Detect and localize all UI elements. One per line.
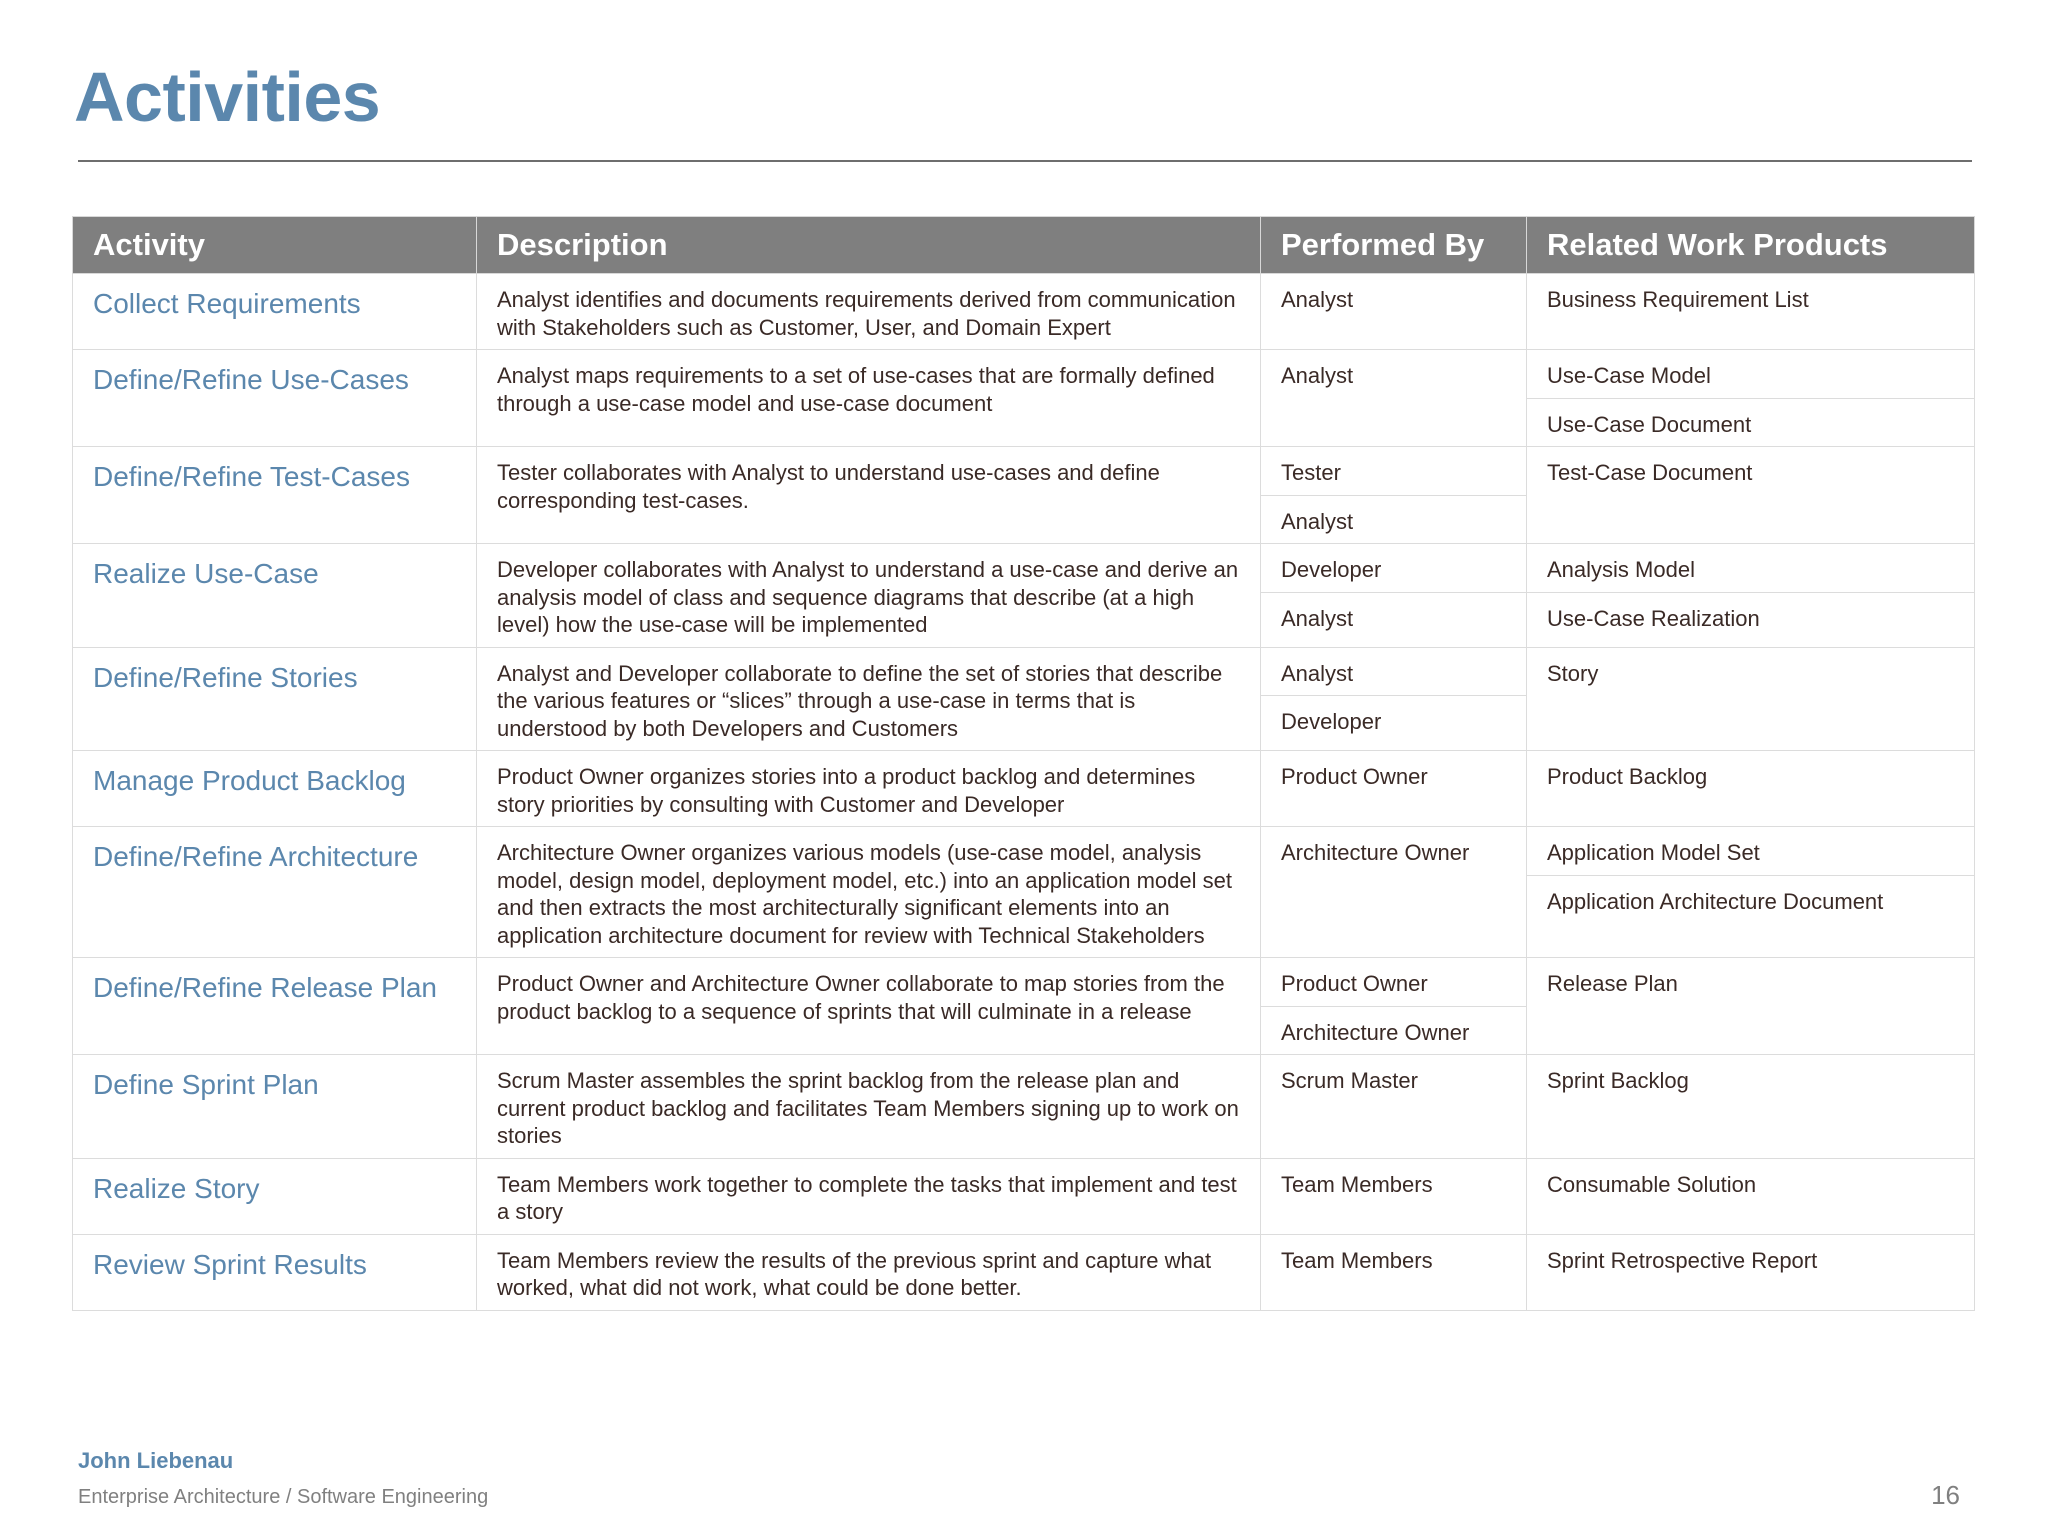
work-products-cell [1527,958,1975,1055]
activity-description: Team Members review the results of the previous sprint and capture what worked, what did not work, what could be done better. [497,1247,1212,1300]
header-performed-by: Performed By [1261,217,1527,274]
work-product: Use-Case Document [1547,411,1752,437]
work-products-cell [1527,647,1975,751]
performer: Team Members [1281,1171,1433,1197]
title-divider [78,160,1972,162]
performer: Developer [1261,544,1526,593]
activity-name: Realize Story [93,1172,260,1204]
page-number: 16 [1931,1480,1960,1510]
performed-by-cell [1261,1158,1527,1234]
footer-course: Enterprise Architecture / Software Engineering [78,1486,489,1508]
performed-by-cell [1261,647,1527,751]
activity-name: Manage Product Backlog [93,765,406,796]
performer: Architecture Owner [1281,840,1470,865]
performer: Scrum Master [1281,1068,1418,1093]
performer: Tester [1261,447,1526,496]
performer: Analyst [1261,648,1526,697]
activity-description: Analyst identifies and documents requirements derived from communication with Stakeholders such as Customer, User, and Domain Expert [497,287,1236,340]
work-products-cell [1527,751,1975,827]
work-products-cell [1527,1234,1975,1310]
header-description: Description [477,217,1261,274]
activity-cell [73,1158,477,1234]
footer-author: John Liebenau [78,1448,234,1473]
table-row [73,544,1975,648]
performer: Product Owner [1261,958,1526,1007]
activity-name: Collect Requirements [93,288,361,319]
performed-by-cell [1261,1234,1527,1310]
table-row [73,647,1975,751]
description-cell [477,1158,1261,1234]
work-product: Application Architecture Document [1547,888,1884,914]
performed-by-cell [1261,544,1527,648]
activity-cell [73,1055,477,1159]
table-header-row [73,217,1975,274]
performed-by-cell [1261,350,1527,447]
table-body [73,274,1975,1311]
work-product: Use-Case Model [1527,350,1974,399]
performed-by-cell [1261,447,1527,544]
activity-name: Define/Refine Release Plan [93,972,437,1003]
work-product: Product Backlog [1547,764,1708,789]
performer: Developer [1281,709,1382,734]
performer: Team Members [1281,1247,1433,1273]
activity-description: Product Owner organizes stories into a product backlog and determines story priorities by consulting with Customer and Developer [497,764,1196,817]
work-product: Sprint Backlog [1547,1068,1689,1093]
work-products-cell [1527,447,1975,544]
work-product: Sprint Retrospective Report [1547,1247,1818,1273]
work-product: Business Requirement List [1547,287,1809,312]
work-product: Use-Case Realization [1547,605,1760,631]
work-products-cell [1527,827,1975,958]
activity-cell [73,447,477,544]
description-cell [477,544,1261,648]
performer: Product Owner [1281,764,1428,789]
activity-description: Product Owner and Architecture Owner collaborate to map stories from the product backlog to a sequence of sprints that will culminate in a release [497,971,1225,1024]
activity-description: Developer collaborates with Analyst to understand a use-case and derive an analysis model of class and sequence diagrams that describe (at a high level) how the use-case will be implemented [497,557,1239,637]
activity-description: Analyst maps requirements to a set of use-cases that are formally defined through a use-case model and use-case document [497,363,1215,416]
performed-by-cell [1261,958,1527,1055]
activity-name: Define Sprint Plan [93,1069,319,1100]
description-cell [477,274,1261,350]
header-activity: Activity [73,217,477,274]
description-cell [477,827,1261,958]
table-row [73,1234,1975,1310]
work-product: Story [1547,660,1599,686]
performed-by-cell [1261,1055,1527,1159]
work-products-cell [1527,350,1975,447]
activity-description: Analyst and Developer collaborate to define the set of stories that describe the various features or “slices” through a use-case in terms that is understood by both Developers and Customers [497,660,1223,741]
activity-cell [73,1234,477,1310]
slide-title: Activities [74,58,381,136]
description-cell [477,350,1261,447]
activity-description: Scrum Master assembles the sprint backlog from the release plan and current product backlog and facilitates Team Members signing up to work on stories [497,1068,1239,1148]
header-related-work-products: Related Work Products [1527,217,1975,274]
table-row [73,447,1975,544]
description-cell [477,1055,1261,1159]
table-row [73,958,1975,1055]
activity-description: Tester collaborates with Analyst to understand use-cases and define corresponding test-cases. [497,460,1160,513]
performer: Analyst [1281,508,1354,534]
description-cell [477,1234,1261,1310]
work-product: Application Model Set [1527,827,1974,876]
performed-by-cell [1261,751,1527,827]
work-products-cell [1527,544,1975,648]
table-row [73,274,1975,350]
work-product: Consumable Solution [1547,1171,1757,1197]
performer: Architecture Owner [1281,1019,1470,1045]
table-row [73,1055,1975,1159]
performed-by-cell [1261,274,1527,350]
work-product: Analysis Model [1527,544,1974,593]
table-row [73,827,1975,958]
table-row [73,1158,1975,1234]
activity-name: Define/Refine Stories [93,661,358,693]
performed-by-cell [1261,827,1527,958]
table-row [73,350,1975,447]
work-product: Test-Case Document [1547,460,1753,485]
performer: Analyst [1281,605,1354,631]
activity-name: Define/Refine Test-Cases [93,461,410,492]
activity-cell [73,544,477,648]
performer: Analyst [1281,287,1354,312]
table-row [73,751,1975,827]
activity-cell [73,647,477,751]
activity-description: Team Members work together to complete the tasks that implement and test a story [497,1171,1237,1224]
activity-name: Define/Refine Architecture [93,841,419,872]
work-products-cell [1527,274,1975,350]
activity-cell [73,958,477,1055]
activity-name: Define/Refine Use-Cases [93,364,409,395]
activity-description: Architecture Owner organizes various models (use-case model, analysis model, design model, deployment model, etc.) into an application model set and then extracts the most architecturally significant elements into an application architecture document for review with Technical Stakeholders [497,840,1232,948]
description-cell [477,447,1261,544]
description-cell [477,958,1261,1055]
activity-cell [73,751,477,827]
activity-cell [73,827,477,958]
description-cell [477,751,1261,827]
description-cell [477,647,1261,751]
activity-name: Review Sprint Results [93,1248,367,1280]
performer: Analyst [1281,363,1354,388]
work-products-cell [1527,1055,1975,1159]
activities-table [72,216,1975,1311]
activity-name: Realize Use-Case [93,558,319,589]
work-product: Release Plan [1547,971,1678,996]
activity-cell [73,350,477,447]
activity-cell [73,274,477,350]
work-products-cell [1527,1158,1975,1234]
